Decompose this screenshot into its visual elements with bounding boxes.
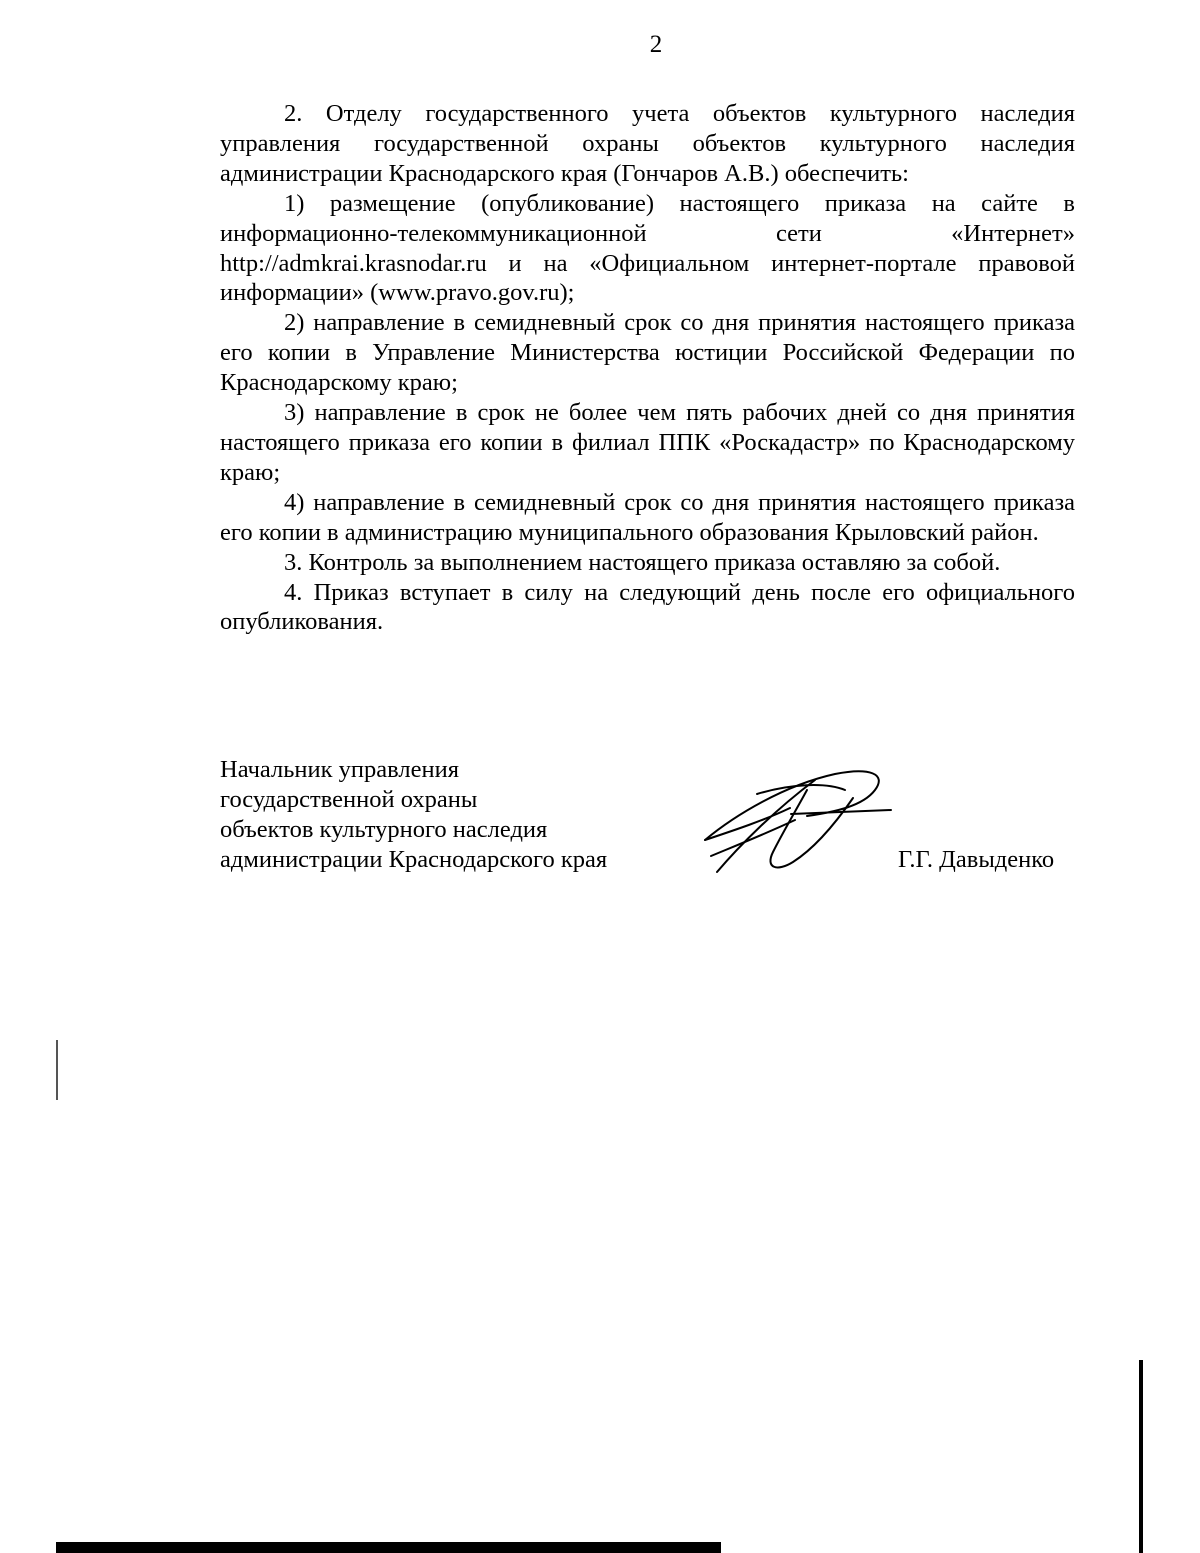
signatory-title-line: объектов культурного наследия [220, 815, 548, 843]
signatory-name: Г.Г. Давыденко [898, 846, 1055, 873]
signatory-title [220, 755, 607, 875]
document-body [220, 99, 1075, 637]
signatory-title-line: Начальник управления [220, 756, 459, 783]
paragraph-2-1: 1) размещение (опубликование) настоящего приказа на сайте в информационно-телекоммуникационной сети «Интернет» http://admkrai.krasnodar.ru и на «Официальном интернет-портале правовой информации» (www.pravo.gov.ru); [220, 189, 1075, 307]
paragraph-2: 2. Отделу государственного учета объектов культурного наследия управления государственной охраны объектов культурного наследия администрации Краснодарского края (Гончаров А.В.) обеспечить: [220, 100, 1075, 187]
page-number: 2 [649, 31, 663, 58]
paragraph-2-4: 4) направление в семидневный срок со дня принятия настоящего приказа его копии в администрацию муниципального образования Крыловский район. [220, 488, 1075, 546]
signatory-title-line: администрации Краснодарского края [220, 845, 608, 873]
paragraph-4: 4. Приказ вступает в силу на следующий день после его официального опубликования. [220, 578, 1075, 636]
paragraph-2-3: 3) направление в срок не более чем пять рабочих дней со дня принятия настоящего приказа его копии в филиал ППК «Роскадастр» по Краснодарскому краю; [220, 399, 1075, 486]
scan-border-bottom [56, 1542, 721, 1553]
paragraph-2-2: 2) направление в семидневный срок со дня принятия настоящего приказа его копии в Управление Министерства юстиции Российской Федерации по Краснодарскому краю; [220, 309, 1075, 397]
paragraph-3: 3. Контроль за выполнением настоящего приказа оставляю за собой. [284, 548, 1001, 576]
scan-border-left [56, 1040, 58, 1100]
signatory-title-line: государственной охраны [220, 785, 478, 813]
handwritten-signature [695, 760, 895, 880]
scan-border-right [1139, 1360, 1143, 1553]
